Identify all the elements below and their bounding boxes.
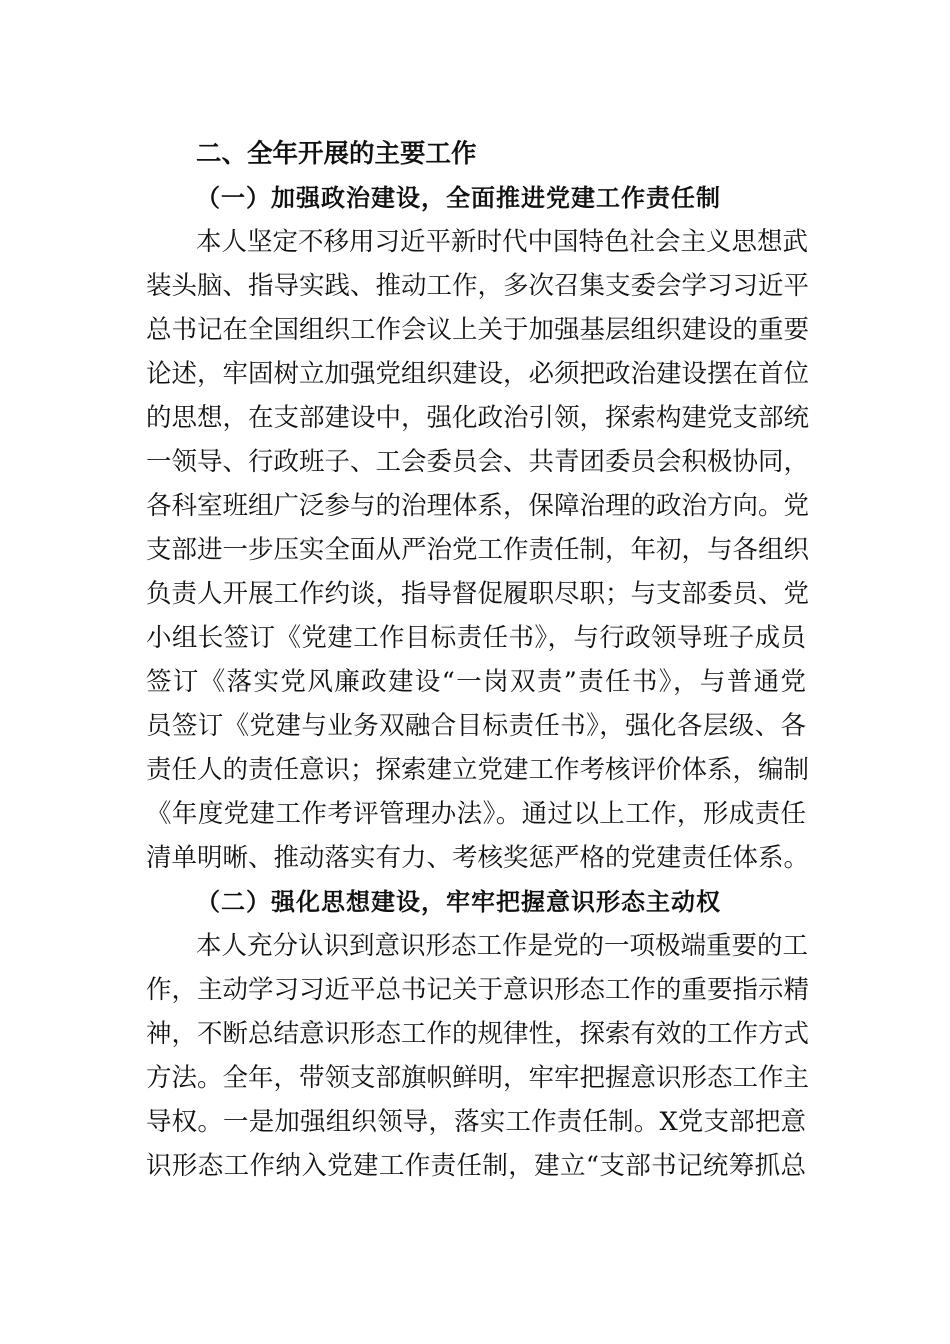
paragraph-line: 清单明晰、推动落实有力、考核奖惩严格的党建责任体系。: [146, 843, 810, 873]
paragraph-line: 签订《落实党风廉政建设“一岗双责”责任书》，与普通党: [146, 667, 806, 697]
section-heading: 二、全年开展的主要工作: [196, 139, 477, 169]
paragraph-line: 责任人的责任意识；探索建立党建工作考核评价体系，编制: [146, 755, 810, 785]
paragraph-line: 本人充分认识到意识形态工作是党的一项极端重要的工: [196, 931, 809, 961]
paragraph-line: 作，主动学习习近平总书记关于意识形态工作的重要指示精: [146, 975, 810, 1005]
paragraph-line: 小组长签订《党建工作目标责任书》，与行政领导班子成员: [146, 623, 806, 653]
paragraph-line: 负责人开展工作约谈，指导督促履职尽职；与支部委员、党: [146, 579, 810, 609]
paragraph-line: 神，不断总结意识形态工作的规律性，探索有效的工作方式: [146, 1019, 810, 1049]
paragraph-line: 的思想，在支部建设中，强化政治引领，探索构建党支部统: [146, 403, 810, 433]
paragraph-line: 总书记在全国组织工作会议上关于加强基层组织建设的重要: [146, 315, 810, 345]
paragraph-line: 支部进一步压实全面从严治党工作责任制，年初，与各组织: [146, 535, 810, 565]
paragraph-line: 论述，牢固树立加强党组织建设，必须把政治建设摆在首位: [146, 359, 810, 389]
paragraph-line: 方法。全年，带领支部旗帜鲜明，牢牢把握意识形态工作主: [146, 1063, 810, 1093]
paragraph-line: 一领导、行政班子、工会委员会、共青团委员会积极协同，: [146, 447, 810, 477]
paragraph-line: 导权。一是加强组织领导，落实工作责任制。X党支部把意: [146, 1107, 806, 1137]
paragraph-line: 装头脑、指导实践、推动工作，多次召集支委会学习习近平: [146, 271, 810, 301]
paragraph-line: 本人坚定不移用习近平新时代中国特色社会主义思想武: [196, 227, 809, 257]
subsection-1-heading: （一）加强政治建设，全面推进党建工作责任制: [196, 184, 721, 212]
paragraph-line: 员签订《党建与业务双融合目标责任书》，强化各层级、各: [146, 711, 806, 741]
paragraph-line: 《年度党建工作考评管理办法》。通过以上工作，形成责任: [146, 799, 806, 829]
paragraph-line: 识形态工作纳入党建工作责任制，建立“支部书记统筹抓总: [146, 1151, 806, 1181]
paragraph-line: 各科室班组广泛参与的治理体系，保障治理的政治方向。党: [146, 491, 810, 521]
subsection-2-heading: （二）强化思想建设，牢牢把握意识形态主动权: [196, 888, 721, 916]
